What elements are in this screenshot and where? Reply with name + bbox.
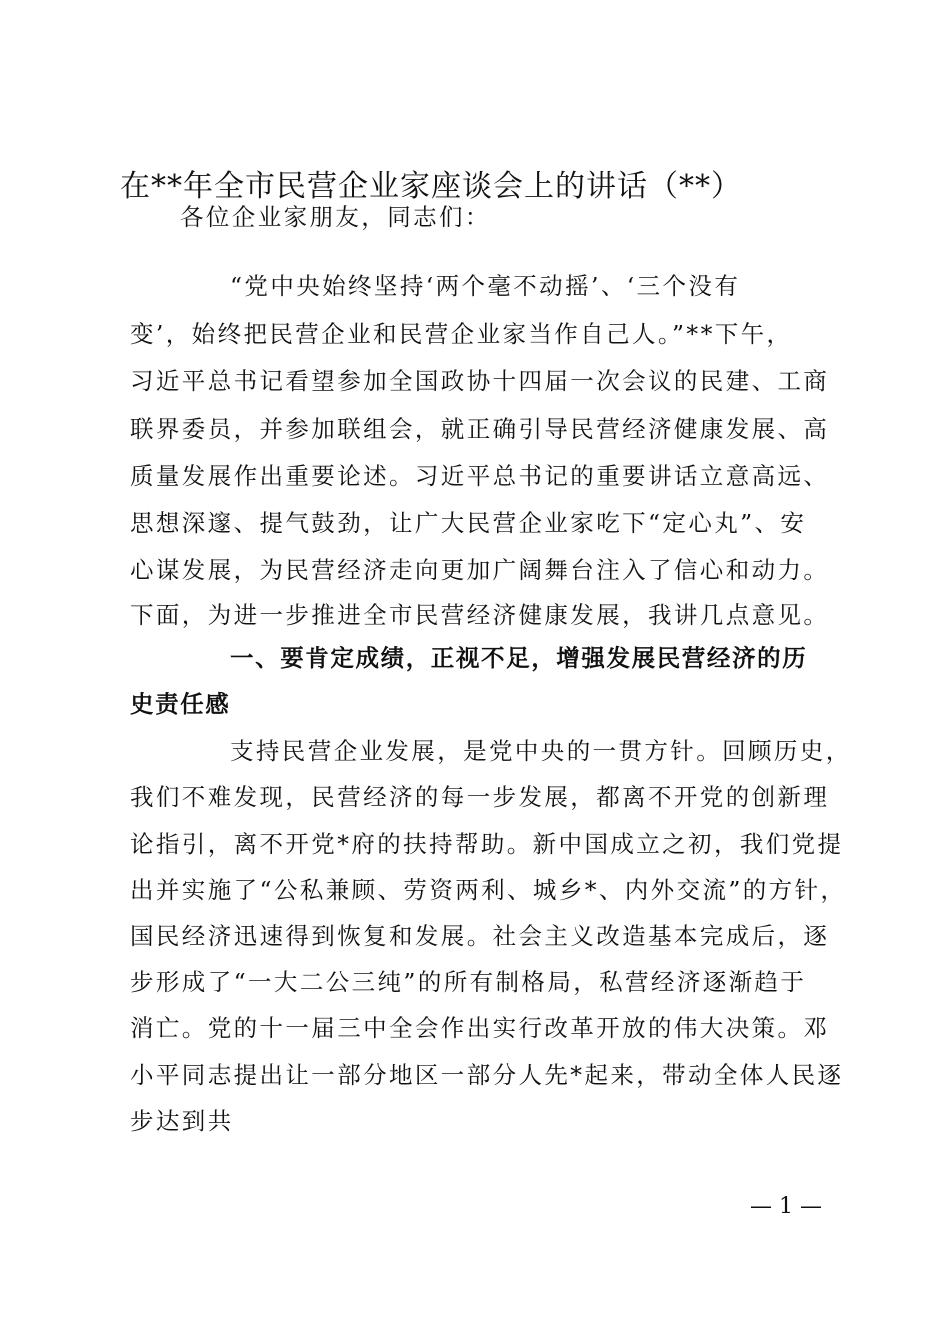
page-number: — 1 — (750, 1194, 822, 1219)
section-heading: 一、要肯定成绩，正视不足，增强发展民营经济的历 (230, 644, 808, 672)
salutation: 各位企业家朋友，同志们： (180, 203, 491, 231)
section-heading-continued: 史责任感 (130, 690, 231, 718)
document-title: 在**年全市民营企业家座谈会上的讲话（**） (120, 169, 742, 204)
body-line: 论指引，离不开党*府的扶持帮助。新中国成立之初，我们党提 (130, 830, 844, 858)
body-line: 我们不难发现，民营经济的每一步发展，都离不开党的创新理 (130, 783, 830, 811)
body-line: 国民经济迅速得到恢复和发展。社会主义改造基本完成后，逐 (130, 922, 830, 950)
body-line: 下面，为进一步推进全市民营经济健康发展，我讲几点意见。 (130, 601, 830, 629)
body-line: 出并实施了“公私兼顾、劳资两利、城乡*、内外交流”的方针， (130, 876, 847, 904)
body-line: 消亡。党的十一届三中全会作出实行改革开放的伟大决策。邓 (130, 1014, 830, 1042)
body-line: 步达到共 (130, 1107, 234, 1135)
body-line: 习近平总书记看望参加全国政协十四届一次会议的民建、工商 (130, 367, 830, 395)
body-line: 支持民营企业发展，是党中央的一贯方针。回顾历史， (230, 737, 852, 765)
body-line: 心谋发展，为民营经济走向更加广阔舞台注入了信心和动力。 (130, 556, 830, 584)
body-line: 联界委员，并参加联组会，就正确引导民营经济健康发展、高 (130, 415, 830, 443)
body-line: 变’，始终把民营企业和民营企业家当作自己人。”**下午， (130, 320, 793, 348)
body-line: “党中央始终坚持‘两个毫不动摇’、‘三个没有 (230, 272, 741, 300)
body-line: 思想深邃、提气鼓劲，让广大民营企业家吃下“定心丸”、安 (130, 509, 807, 537)
body-line: 步形成了“一大二公三纯”的所有制格局，私营经济逐渐趋于 (130, 968, 807, 996)
body-line: 小平同志提出让一部分地区一部分人先*起来，带动全体人民逐 (130, 1061, 844, 1089)
body-line: 质量发展作出重要论述。习近平总书记的重要讲话立意高远、 (130, 462, 830, 490)
